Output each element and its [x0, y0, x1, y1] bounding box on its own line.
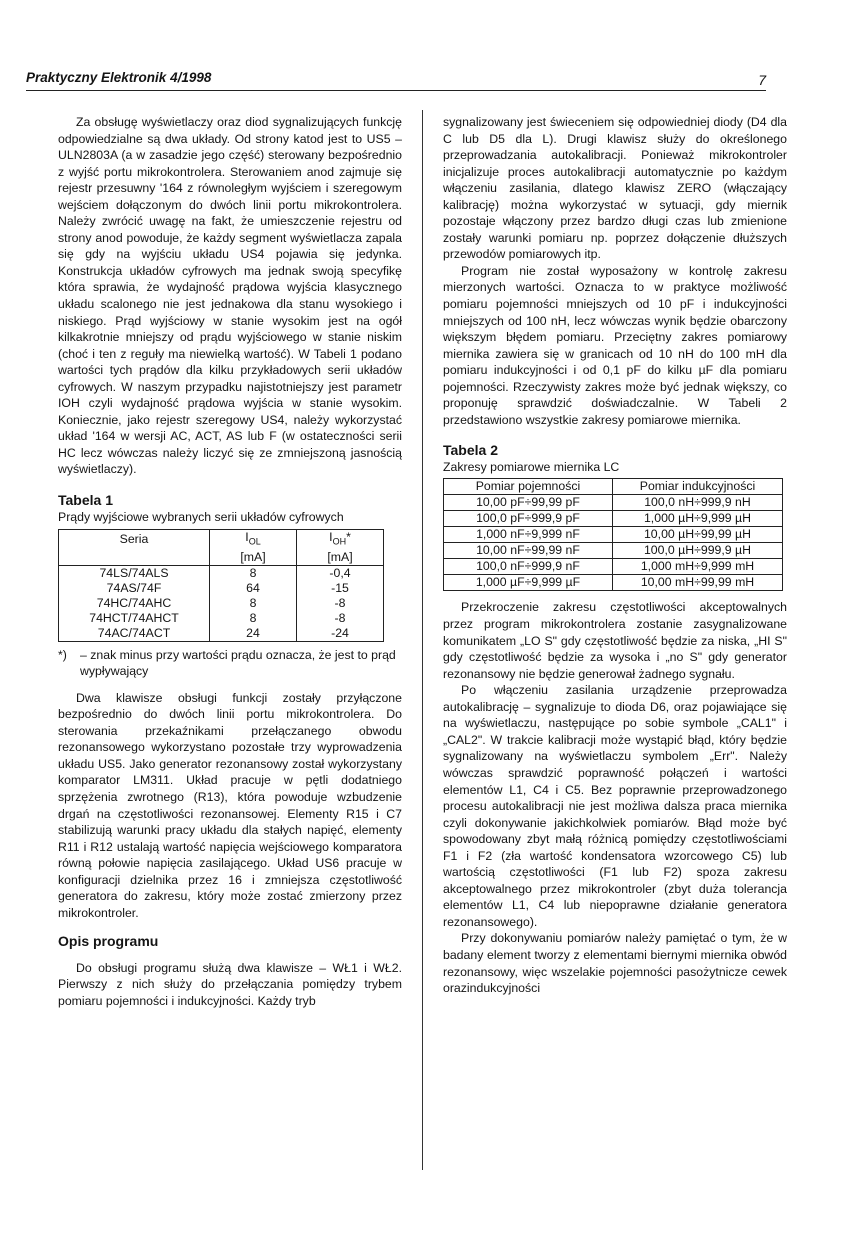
table1-cell-ioh: -24 — [297, 626, 384, 642]
table2-caption: Zakresy pomiarowe miernika LC — [443, 459, 620, 474]
table1-cell-series: 74HCT/74AHCT — [59, 611, 210, 626]
table2-cell-inductance: 1,000 mH÷9,999 mH — [613, 559, 783, 575]
page-number: 7 — [758, 72, 766, 88]
table2-cell-capacitance: 100,0 pF÷999,9 pF — [444, 511, 613, 527]
table1-cell-series: 74HC/74AHC — [59, 596, 210, 611]
paragraph-keys-resonator: Dwa klawisze obsługi funkcji zostały przyłączone bezpośrednio do dwóch linii portu mikrokontrolera. Do sterowania przekaźnikami przełączanego obwodu rezonansowego wykorzystano pozostałe trzy wyprowadzenia układu US5. Jako generator rezonansowy został wykorzystany komparator LM311. Układ pracuje w pętli dodatniego sprzężenia zwrotnego (R13), która powoduje wzbudzenie drgań na częstotliwości rezonansowej. Elementy R15 i C7 stabilizują warunki pracy układu dla stałych napięć, elementy R11 i R12 ustalają wartość napięcia wejściowego komparatora równą połowie napięcia zasilającego. Układ US6 pracuje w konfiguracji dzielnika przez 16 i zmniejsza częstotliwość generatora do zakresu, który może zostać zmierzony przez mikrokontroler. — [58, 690, 402, 920]
table2-cell-capacitance: 100,0 nF÷999,9 nF — [444, 559, 613, 575]
paragraph-led-signal: sygnalizowany jest świeceniem się odpowiedniej diody (D4 dla C lub D5 dla L). Drugi klawisz służy do określonego przeprowadzania autokalibracji. Ponieważ mikrokontroler inicjalizuje proces autokalibracji automatycznie po każdym włączeniu zasilania, dlatego klawisz ZERO (włączający kalibrację) można wykorzystać w sytuacji, gdy miernik pozostaje włączony przez bardzo długi czas lub zmienione zostały warunki pomiaru np. poprzez dołączenie dłuższych przewodów pomiarowych itp. — [443, 115, 787, 262]
table2-cell-inductance: 10,00 µH÷99,99 µH — [613, 527, 783, 543]
table2 — [443, 478, 783, 591]
table1-header-ioh-sub: OH — [332, 536, 347, 547]
paragraph-program-keys: Do obsługi programu służą dwa klawisze – WŁ1 i WŁ2. Pierwszy z nich służy do przełączania pomiędzy trybem pomiaru pojemności i indukcyjności. Każdy tryb — [58, 960, 402, 1008]
table2-cell-inductance: 1,000 µH÷9,999 µH — [613, 511, 783, 527]
table1-cell-iol: 8 — [210, 565, 297, 581]
table2-cell-capacitance: 1,000 nF÷9,999 nF — [444, 527, 613, 543]
table1-title: Tabela 1 — [58, 492, 113, 509]
table1 — [58, 529, 384, 641]
table1-footnote-text: – znak minus przy wartości prądu oznacza, że jest to prąd wypływający — [80, 647, 396, 679]
section-heading-program: Opis programu — [58, 933, 159, 950]
table1-cell-series: 74AC/74ACT — [59, 626, 210, 642]
paragraph-range-exceeded: Przekroczenie zakresu częstotliwości akceptowalnych przez program mikrokontrolera zostanie zasygnalizowane komunikatem „LO S" gdy częstotliwość będzie za niska, „HI S" gdy częstotliwość będzie za wysoka i „no S" gdy generator rezonansowy nie będzie generował żadnego sygnału. — [443, 600, 787, 681]
table1-header-ioh — [297, 530, 384, 550]
paragraph-display-drivers: Za obsługę wyświetlaczy oraz diod sygnalizujących funkcję odpowiedzialne są dwa układy. Od strony katod jest to US5 – ULN2803A (a w zasadzie jego część) sterowany bezpośrednio z wyjść portu mikrokontrolera. Sterowaniem anod zajmuje się rejestr przesuwny '164 z równoległym wyjściem i szeregowym wejściem dołączonym do dwóch linii portu mikrokontrolera. Należy zwrócić uwagę na fakt, że umieszczenie rejestru od strony anod powoduje, że każdy segment wyświetlacza zapala się gdy na wyjściu układu US4 pojawia się jedynka. Konstrukcja układów cyfrowych ma jednak swoją specyfikę która sprawia, że wydajność prądowa wyjścia klasycznego układu scalonego nie jest jednakowa dla stanu wysokiego i niskiego. Prąd wyjściowy w stanie wysokim jest na ogół kilkakrotnie mniejszy od prądu wyjściowego w stanie niskim (choć i ten z reguły ma niewielką wartość). W Tabeli 1 podano wartości tych prądów dla kilku przykładowych serii układów cyfrowych. W naszym przypadku najistotniejszy jest parametr IOH czyli wydajność prądowa wyjścia w stanie wysokim. Koniecznie, jako rejestr szeregowy US4, należy wykorzystać układ '164 w wersji AC, ACT, AS lub F (w ostateczności serii HC lecz wówczas należy liczyć się ze zmniejszoną jasnością wyświetlaczy). — [58, 115, 402, 477]
column-divider — [422, 110, 423, 1170]
table1-cell-iol: 24 — [210, 626, 297, 642]
table2-header-capacitance: Pomiar pojemności — [444, 479, 613, 495]
left-column — [58, 114, 402, 1010]
table2-cell-inductance: 100,0 µH÷999,9 µH — [613, 543, 783, 559]
table2-header-inductance: Pomiar indukcyjności — [613, 479, 783, 495]
table1-cell-ioh: -8 — [297, 611, 384, 626]
table2-cell-capacitance: 1,000 µF÷9,999 µF — [444, 575, 613, 591]
table2-cell-inductance: 100,0 nH÷999,9 nH — [613, 495, 783, 511]
table2-title: Tabela 2 — [443, 442, 498, 459]
table1-header-iol-sub: OL — [248, 536, 261, 547]
table2-cell-inductance: 10,00 mH÷99,99 mH — [613, 575, 783, 591]
table1-cell-iol: 8 — [210, 596, 297, 611]
running-header — [26, 70, 766, 91]
table1-header-series: Seria — [59, 530, 210, 550]
table1-unit-series — [59, 550, 210, 566]
table1-cell-ioh: -0,4 — [297, 565, 384, 581]
table1-header-iol-main: I — [245, 530, 249, 545]
table1-footnote — [58, 647, 402, 680]
table1-header-ioh-main: I — [329, 530, 333, 545]
paragraph-autocalibration: Po włączeniu zasilania urządzenie przeprowadza autokalibrację – sygnalizuje to dioda D6, oraz pojawiające się na wyświetlaczu, następujące po sobie symbole „CAL1" i „CAL2". W trakcie kalibracji może wystąpić błąd, który będzie sygnalizowany na wyświetlaczu symbolem „Err". Należy wówczas sprawdzić poprawność połączeń i wartości elementów L1, C4 i C5. Bez poprawnie przeprowadzonego procesu autokalibracji nie jest możliwa dalsza praca miernika czyli dokonywanie jakichkolwiek pomiarów. Błąd może być spowodowany zbyt małą różnicą pomiędzy częstotliwościami F1 i F2 (zła wartość kondensatora wzorcowego C5) lub wartością częstotliwości (F1 lub F2) spoza zakresu akceptowalnego przez mikrokontroler (zbyt duża tolerancja elementów L1, C4 lub niepoprawne działanie generatora rezonansowego). — [443, 683, 787, 929]
table1-cell-series: 74AS/74F — [59, 581, 210, 596]
table1-footnote-mark: *) — [58, 647, 67, 662]
right-column — [443, 114, 787, 997]
table1-unit-ioh: [mA] — [297, 550, 384, 566]
table1-cell-ioh: -8 — [297, 596, 384, 611]
table2-cell-capacitance: 10,00 pF÷99,99 pF — [444, 495, 613, 511]
table1-cell-iol: 8 — [210, 611, 297, 626]
paragraph-range-control: Program nie został wyposażony w kontrolę zakresu mierzonych wartości. Oznacza to w praktyce możliwość pomiaru pojemności mniejszych od 10 pF i indukcyjności mniejszych od 100 nH, lecz wówczas wynik będzie obarczony większym błędem pomiaru. Przeciętny zakres pomiarowy miernika zawiera się w granicach od 10 nH do 100 mH dla pomiaru indukcyjności i od 0,1 pF do kilku µF dla pomiaru pojemności. Rzeczywisty zakres może być jednak większy, co proponuję sprawdzić doświadczalnie. W Tabeli 2 przedstawiono wszystkie zakresy pomiarowe miernika. — [443, 263, 787, 427]
table1-unit-iol: [mA] — [210, 550, 297, 566]
table1-cell-iol: 64 — [210, 581, 297, 596]
paragraph-measurement-notes: Przy dokonywaniu pomiarów należy pamiętać o tym, że w badany element tworzy z elementami biernymi miernika obwód rezonansowy, więc wszelakie pojemności pasożytnicze cewek orazindukcyjności — [443, 931, 787, 996]
table1-caption: Prądy wyjściowe wybranych serii układów cyfrowych — [58, 509, 344, 524]
table1-header-ioh-mark: * — [346, 530, 351, 545]
table1-cell-series: 74LS/74ALS — [59, 565, 210, 581]
table1-cell-ioh: -15 — [297, 581, 384, 596]
table2-cell-capacitance: 10,00 nF÷99,99 nF — [444, 543, 613, 559]
table1-header-iol — [210, 530, 297, 550]
journal-title: Praktyczny Elektronik 4/1998 — [26, 70, 212, 85]
